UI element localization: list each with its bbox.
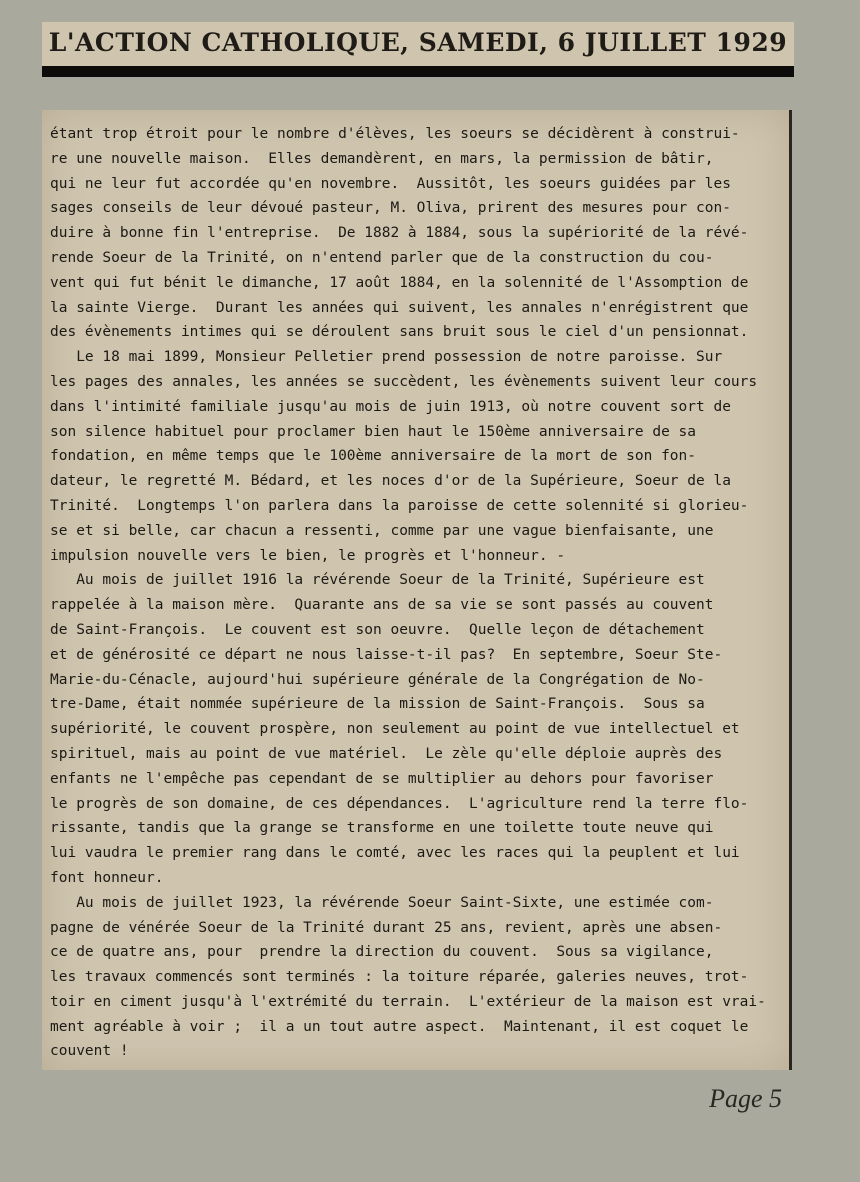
article-line: toir en ciment jusqu'à l'extrémité du terrain. L'extérieur de la maison est vrai- [50, 993, 766, 1010]
article-line: Marie-du-Cénacle, aujourd'hui supérieure générale de la Congrégation de No- [50, 671, 705, 688]
article-line: sages conseils de leur dévoué pasteur, M. Oliva, prirent des mesures pour con- [50, 200, 731, 217]
article-line: Trinité. Longtemps l'on parlera dans la paroisse de cette solennité si glorieu- [50, 497, 749, 514]
article-line: tre-Dame, était nommée supérieure de la mission de Saint-François. Sous sa [50, 696, 705, 713]
article-line: des évènements intimes qui se déroulent sans bruit sous le ciel d'un pensionnat. [50, 324, 749, 341]
article-line: ce de quatre ans, pour prendre la direction du couvent. Sous sa vigilance, [50, 944, 714, 961]
article-line: rissante, tandis que la grange se transforme en une toilette toute neuve qui [50, 820, 714, 837]
header-rule [42, 66, 794, 77]
article-line: rende Soeur de la Trinité, on n'entend parler que de la construction du cou- [50, 249, 714, 266]
article-line: dateur, le regretté M. Bédard, et les noces d'or de la Supérieure, Soeur de la [50, 473, 731, 490]
page-number: Page 5 [709, 1084, 782, 1113]
article-line: re une nouvelle maison. Elles demandèrent, en mars, la permission de bâtir, [50, 150, 714, 167]
article-line: les pages des annales, les années se succèdent, les évènements suivent leur cours [50, 373, 758, 390]
article-line: duire à bonne fin l'entreprise. De 1882 à 1884, sous la supériorité de la révé- [50, 225, 749, 242]
article-line: Au mois de juillet 1923, la révérende Soeur Saint-Sixte, une estimée com- [50, 894, 714, 911]
article-line: pagne de vénérée Soeur de la Trinité durant 25 ans, revient, après une absen- [50, 919, 723, 936]
article-line: enfants ne l'empêche pas cependant de se multiplier au dehors pour favoriser [50, 770, 714, 787]
article-line: vent qui fut bénit le dimanche, 17 août 1884, en la solennité de l'Assomption de [50, 274, 749, 291]
article-line: impulsion nouvelle vers le bien, le progrès et l'honneur. - [50, 547, 566, 564]
article-line: se et si belle, car chacun a ressenti, comme par une vague bienfaisante, une [50, 522, 714, 539]
article-line: dans l'intimité familiale jusqu'au mois de juin 1913, où notre couvent sort de [50, 398, 731, 415]
article-clipping [42, 110, 789, 1070]
article-body [50, 122, 782, 1064]
article-line: Le 18 mai 1899, Monsieur Pelletier prend possession de notre paroisse. Sur [50, 349, 723, 366]
newspaper-title: L'ACTION CATHOLIQUE, SAMEDI, 6 JUILLET 1929 [48, 28, 788, 57]
article-line: son silence habituel pour proclamer bien haut le 150ème anniversaire de sa [50, 423, 697, 440]
article-line: ment agréable à voir ; il a un tout autre aspect. Maintenant, il est coquet le [50, 1018, 749, 1035]
article-line: fondation, en même temps que le 100ème anniversaire de la mort de son fon- [50, 448, 697, 465]
article-line: la sainte Vierge. Durant les années qui suivent, les annales n'enrégistrent que [50, 299, 749, 316]
article-line: font honneur. [50, 869, 164, 886]
article-line: les travaux commencés sont terminés : la toiture réparée, galeries neuves, trot- [50, 969, 749, 986]
article-line: de Saint-François. Le couvent est son oeuvre. Quelle leçon de détachement [50, 621, 705, 638]
article-line: rappelée à la maison mère. Quarante ans de sa vie se sont passés au couvent [50, 597, 714, 614]
article-line: et de générosité ce départ ne nous laisse-t-il pas? En septembre, Soeur Ste- [50, 646, 723, 663]
article-line: étant trop étroit pour le nombre d'élèves, les soeurs se décidèrent à construi- [50, 126, 740, 142]
article-line: lui vaudra le premier rang dans le comté, avec les races qui la peuplent et lui [50, 845, 740, 862]
newspaper-header [42, 22, 794, 66]
article-line: Au mois de juillet 1916 la révérende Soeur de la Trinité, Supérieure est [50, 572, 705, 589]
article-line: couvent ! [50, 1043, 129, 1060]
article-line: le progrès de son domaine, de ces dépendances. L'agriculture rend la terre flo- [50, 795, 749, 812]
article-text [50, 122, 782, 1064]
article-line: supériorité, le couvent prospère, non seulement au point de vue intellectuel et [50, 721, 740, 738]
article-line: qui ne leur fut accordée qu'en novembre. Aussitôt, les soeurs guidées par les [50, 175, 731, 192]
article-line: spirituel, mais au point de vue matériel. Le zèle qu'elle déploie auprès des [50, 745, 723, 762]
column-rule [789, 110, 792, 1070]
